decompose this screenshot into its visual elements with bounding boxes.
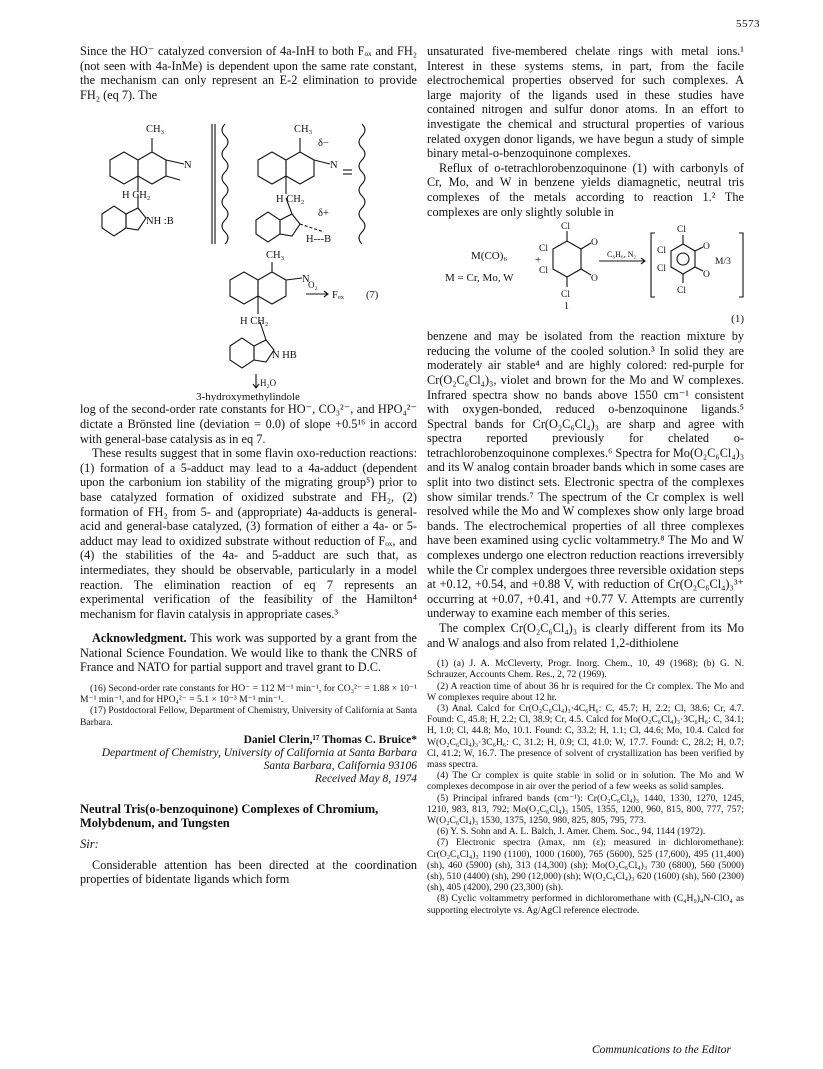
- ring-prod-a: [230, 272, 258, 304]
- label-n-mid: N: [330, 160, 338, 172]
- left-footnotes: [80, 683, 417, 728]
- reflux-paragraph: Reflux of o-tetrachlorobenzoquinone (1) with carbonyls of Cr, Mo, and W in benzene yields diamagnetic, neutral tris complexes of the metals according to reaction 1.² The complexes are only slightly soluble in: [427, 160, 744, 219]
- mechanism-figure: [80, 102, 417, 402]
- indole-prod-benzene: [230, 338, 254, 368]
- ring-prod-b: [258, 272, 286, 304]
- scheme-cl-p-top: Cl: [677, 225, 686, 236]
- intro-paragraph: Since the HO⁻ catalyzed conversion of 4a-InH to both Fₒₓ and FH₂ (not seen with 4a-InMe) is dependent upon the same rate constant, the mechanism can only represent an E-2 elimination to provide FH₂ (eq 7). The: [80, 44, 417, 102]
- label-hch2-left: H CH₂: [122, 190, 151, 202]
- comparison-paragraph: The complex Cr(O₂C₆Cl₄)₃ is clearly different from its Mo and W analogs and also from related 1,2-dithiolene: [427, 621, 744, 650]
- indole-left-pyrrole: [126, 208, 146, 230]
- ring-mid-b: [286, 152, 314, 184]
- label-ch3-left: CH₃: [146, 124, 165, 136]
- scheme-solvent: C₆H₆, N₂: [607, 250, 637, 260]
- footnote-17: (17) Postdoctoral Fellow, Department of Chemistry, University of California at Santa Barbara.: [80, 705, 418, 728]
- affiliation-line-2: Santa Barbara, California 93106: [263, 759, 417, 772]
- label-product: 3-hydroxymethylindole: [196, 391, 300, 403]
- right-footnotes: [427, 658, 744, 916]
- chelate-paragraph: unsaturated five-membered chelate rings with metal ions.¹ Interest in these systems stems, in part, from the facile electrochemical properties observed for such complexes. A large majority of the ligands used in these studies have contained nitrogen and sulfur donor atoms. In an effort to investigate the chemical and structural properties of various related oxygen donor ligands, we have begun a study of simple binary metal-o-benzoquinone complexes.: [427, 44, 744, 161]
- acknowledgment-body: This work was supported by a grant from the National Science Foundation. We would like to thank the CNRS of France and NATO for partial support and travel grant to D.C.: [80, 631, 417, 675]
- reaction-scheme: [427, 219, 744, 311]
- scheme-reactant: M(CO)₆: [471, 250, 508, 263]
- scheme-o-p-bottom: O: [703, 270, 710, 281]
- scheme-cl-p-left2: Cl: [657, 264, 666, 275]
- scheme-label-1: 1: [564, 301, 569, 312]
- label-ch3-mid: CH₃: [294, 124, 313, 136]
- product-ring: [671, 244, 695, 274]
- footnote-7: (7) Electronic spectra (λmax, nm (ε); measured in dichloromethane): Cr(O₂C₆Cl₄)₃ 1190 (1100), 1000 (1600), 765 (5600), 525 (17,600), 495 (11,400) (sh), 460 (5900) (sh), 313 (14,300) (sh); Mo(O₂C₆Cl₄)₃ 730 (6800), 560 (5000) (sh), 510 (4400) (sh), 290 (12,000) (sh); W(O₂C₆Cl₄)₃ 620 (1600) (sh), 560 (2300) (sh), 405 (4200), 290 (23,300) (sh).: [427, 837, 744, 894]
- bronsted-paragraph: log of the second-order rate constants for HO⁻, CO₃²⁻, and HPO₄²⁻ dictate a Brönsted line (deviation = 0.0) of slope +0.5¹⁶ in accord with general-base catalysis as in eq 7.: [80, 402, 417, 446]
- page-number: 5573: [736, 18, 760, 30]
- left-column: [80, 44, 417, 887]
- scheme-cl-left1: Cl: [539, 244, 548, 255]
- indole-left-benzene: [102, 206, 126, 236]
- scheme-metals: M = Cr, Mo, W: [445, 272, 514, 285]
- equation-1-label: (1): [731, 313, 744, 326]
- acknowledgment-paragraph: [80, 631, 417, 675]
- acknowledgment-heading: Acknowledgment.: [92, 631, 187, 646]
- scheme-o-p-top: O: [703, 242, 710, 253]
- label-hch2-mid: H CH₂: [276, 194, 305, 206]
- journal-footer: Communications to the Editor: [592, 1044, 731, 1056]
- affiliation-line-1: Department of Chemistry, University of California at Santa Barbara: [101, 746, 417, 759]
- authors: Daniel Clerin,¹⁷ Thomas C. Bruice*: [243, 733, 417, 746]
- footnote-6: (6) Y. S. Sohn and A. L. Balch, J. Amer. Chem. Soc., 94, 1144 (1972).: [437, 826, 706, 838]
- footnote-1: (1) (a) J. A. McCleverty, Progr. Inorg. Chem., 10, 49 (1968); (b) G. N. Schrauzer, Accounts Chem. Res., 2, 72 (1969).: [427, 658, 744, 681]
- label-ch3-prod: CH₃: [266, 250, 285, 262]
- received-date: Received May 8, 1974: [314, 772, 417, 785]
- scheme-cl-left2: Cl: [539, 266, 548, 277]
- scheme-cl-top: Cl: [561, 222, 570, 233]
- solubility-paragraph: benzene and may be isolated from the reaction mixture by reducing the volume of the cooled solution.³ In solid they are moderately air stable⁴ and are highly colored: red-purple for Cr(O₂C₆Cl₄)₃, violet and brown for the Mo and W complexes. Infrared spectra show no bands above 1550 cm⁻¹ consistent with oxygen-bonded, reduced o-benzoquinone ligands.⁵ Spectral bands for Cr(O₂C₆Cl₄)₃ are sharp and agree with spectra reported previously for chelated o-tetrachlorobenzoquinone complexes.⁶ Spectra for Mo(O₂C₆Cl₄)₃ and its W analog contain broader bands which in some cases are split into two distinct sets. Electronic spectra of the complexes show similar trends.⁷ The spectrum of the Cr complex is well resolved while the Mo and W complexes show only large broad bands. The electrochemical properties of all three complexes have been examined using cyclic voltammetry.⁸ The Mo and W complexes undergo one electron reduction reactions irreversibly while the Cr complex undergoes three reversible oxidation steps at +0.12, +0.54, and +0.88 V, with reduction of Cr(O₂C₆Cl₄)₃³⁺ occurring at +0.07, +0.41, and +0.77 V. Attempts are currently underway to examine each member of this series.: [427, 329, 744, 621]
- scheme-o-top: O: [591, 238, 598, 249]
- label-n-prod: N: [302, 274, 310, 286]
- scheme-m3: M/3: [715, 257, 731, 268]
- footnote-16: (16) Second-order rate constants for HO⁻ = 112 M⁻¹ min⁻¹, for CO₃²⁻ = 1.88 × 10⁻¹ M⁻¹ min⁻¹, and for HPO₄²⁻ = 5.1 × 10⁻³ M⁻¹ min⁻¹.: [80, 683, 417, 706]
- scheme-cl-bottom: Cl: [561, 290, 570, 301]
- salutation: Sir:: [80, 836, 99, 851]
- right-column: [427, 44, 744, 916]
- footnote-3: (3) Anal. Calcd for Cr(O₂C₆Cl₄)₃·4C₆H₆: C, 45.7; H, 2.2; Cl, 38.6; Cr, 4.7. Found: C, 45.8; H, 2.2; Cl, 38.9; Cr, 4.5. Calcd for Mo(O₂C₆Cl₄)₃·3C₆H₆: C, 34.1; H, 1.0; Cl, 44.8; Mo, 10.1. Found: C, 33.2; H, 1.1; Cl, 44.6; Mo, 10.4. Calcd for W(O₂C₆Cl₄)₃·3C₆H₆: C, 31.2; H, 0.9; Cl, 41.0; W, 17.7. Found: C, 28.2; H, 0.7; Cl, 41.2; W, 16.7. The presence of solvent of crystallization has been verified by mass spectra.: [427, 703, 744, 771]
- indole-mid-benzene: [256, 212, 280, 242]
- label-hb: H---B: [306, 234, 332, 246]
- label-nhb: NH :B: [146, 216, 174, 228]
- ring-left-b: [138, 152, 166, 184]
- footnote-5: (5) Principal infrared bands (cm⁻¹): Cr(O₂C₆Cl₄)₃ 1440, 1330, 1270, 1245, 1210, 983, 813, 792; Mo(O₂C₆Cl₄)₃ 1505, 1355, 1200, 960, 815, 800, 777, 757; W(O₂C₆Cl₄)₃ 1530, 1375, 1250, 980, 825, 805, 795, 773.: [427, 792, 744, 827]
- footnote-2: (2) A reaction time of about 36 hr is required for the Cr complex. The Mo and W complexes require about 12 hr.: [427, 680, 744, 703]
- indole-mid-pyrrole: [280, 214, 300, 236]
- label-h2o: H₂O: [260, 378, 277, 389]
- label-delta-minus: δ−: [318, 138, 329, 150]
- results-paragraph: These results suggest that in some flavin oxo-reduction reactions: (1) formation of a 5-adduct may lead to a 4a-adduct (dependent upon the carbonium ion stability of the migrating group⁵) prior to base catalyzed formation of oxidized substrate and FH₂, (2) formation of FH₂ from 5- and (appropriate) 4a-adducts is general-acid and general-base catalyzed, (3) formation of either a 4a- or 5-adduct may lead to oxidized substrate without reduction of Fₒₓ, and (4) the stabilities of the 4a- and 5-adduct are such that, as intermediates, they should be observable, particularly in a model reaction. The elimination reaction of eq 7 represents an experimental verification of the feasibility of the Hamilton⁴ mechanism for flavin catalysis in appropriate cases.³: [80, 446, 417, 621]
- scheme-cl-p-bottom: Cl: [677, 286, 686, 297]
- scheme-o-bottom: O: [591, 274, 598, 285]
- ring-left-a: [110, 152, 138, 184]
- label-nhb-prod: N HB: [272, 350, 297, 362]
- label-delta-plus: δ+: [318, 208, 329, 220]
- footnote-4: (4) The Cr complex is quite stable in solid or in solution. The Mo and W complexes decompose in air over the period of a few weeks as solid samples.: [427, 770, 744, 793]
- label-eq7: (7): [366, 290, 379, 302]
- intro-article-paragraph: Considerable attention has been directed at the coordination properties of bidentate ligands which form: [80, 857, 417, 887]
- footnote-8: (8) Cyclic voltammetry performed in dichloromethane with (C₄H₉)₄N-ClO₄ as supporting electrolyte vs. Ag/AgCl reference electrode.: [427, 893, 744, 916]
- label-fox: Fₒₓ: [332, 290, 344, 302]
- label-n-left: N: [184, 160, 192, 172]
- indole-prod-pyrrole: [254, 340, 274, 362]
- scheme-cl-p-left: Cl: [657, 246, 666, 257]
- ring-mid-a: [258, 152, 286, 184]
- scheme-plus: +: [535, 254, 542, 267]
- label-hch2-prod: H CH₂: [240, 316, 269, 328]
- article-title: Neutral Tris(o-benzoquinone) Complexes of Chromium, Molybdenum, and Tungsten: [80, 801, 379, 831]
- quinone-ring: [553, 241, 581, 277]
- label-o2: O₂: [308, 280, 318, 291]
